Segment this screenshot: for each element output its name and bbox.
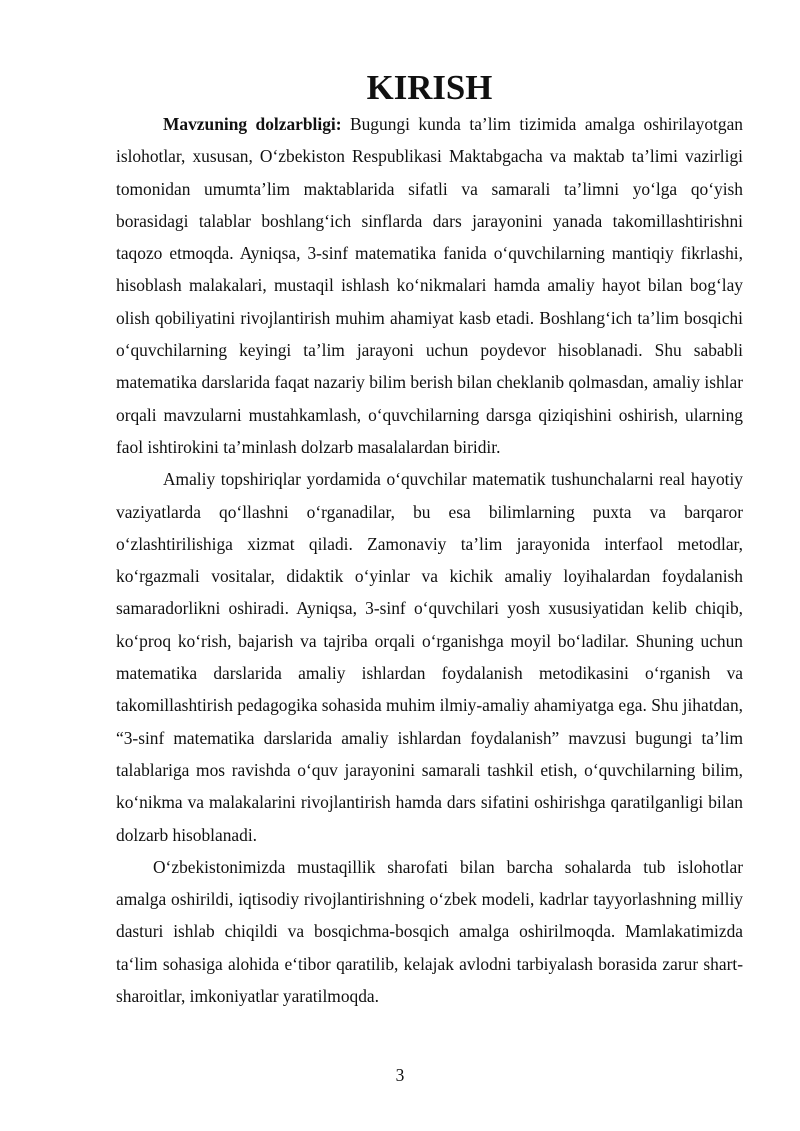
paragraph-reforms: O‘zbekistonimizda mustaqillik sharofati bilan barcha sohalarda tub islohotlar amalga oshirildi, iqtisodiy rivojlantirishning o‘zbek modeli, kadrlar tayyorlashning milliy dasturi ishlab chiqildi va bosqichma-bosqich amalga oshirilmoqda. Mamlakatimizda ta‘lim sohasiga alohida e‘tibor qaratilib, kelajak avlodni tarbiyalash borasida zarur shart-sharoitlar, imkoniyatlar yaratilmoqda.: [116, 856, 743, 1007]
section-title: KIRISH: [366, 68, 493, 107]
page-number: 3: [395, 1065, 405, 1085]
paragraph-relevance: [116, 108, 743, 463]
paragraph-practical-tasks: Amaliy topshiriqlar yordamida o‘quvchilar matematik tushunchalarni real hayotiy vaziyatlarda qo‘llashni o‘rganadilar, bu esa bilimlarning puxta va barqaror o‘zlashtirilishiga xizmat qiladi. Zamonaviy ta’lim jarayonida interfaol metodlar, ko‘rgazmali vositalar, didaktik o‘yinlar va kichik amaliy loyihalardan foydalanish samaradorlikni oshiradi. Ayniqsa, 3-sinf o‘quvchilari yosh xususiyatidan kelib chiqib, ko‘proq ko‘rish, bajarish va tajriba orqali o‘rganishga moyil bo‘ladilar. Shuning uchun matematika darslarida amaliy ishlardan foydalanish metodikasini o‘rganish va takomillashtirish pedagogika sohasida muhim ilmiy-amaliy ahamiyatga ega. Shu jihatdan, “3-sinf matematika darslarida amaliy ishlardan foydalanish” mavzusi bugungi ta’lim talablariga mos ravishda o‘quv jarayonini samarali tashkil etish, o‘quvchilarning bilim, ko‘nikma va malakalarini rivojlantirish hamda dars sifatini oshirishga qaratilganligi bilan dolzarb hisoblanadi.: [116, 469, 743, 845]
relevance-lead: Mavzuning dolzarbligi:: [163, 114, 342, 134]
relevance-text: Bugungi kunda ta’lim tizimida amalga oshirilayotgan islohotlar, xususan, O‘zbekiston Respublikasi Maktabgacha va maktab ta’limi vazirligi tomonidan umumta’lim maktablarida sifatli va samarali ta’limni yo‘lga qo‘yish borasidagi talablar boshlang‘ich sinflarda dars jarayonini yanada takomillashtirishni taqozo etmoqda. Ayniqsa, 3-sinf matematika fanida o‘quvchilarning mantiqiy fikrlashi, hisoblash malakalari, mustaqil ishlash ko‘nikmalari hamda amaliy hayot bilan bog‘lay olish qobiliyatini rivojlantirish muhim ahamiyat kasb etadi. Boshlang‘ich ta’lim bosqichi o‘quvchilarning keyingi ta’lim jarayoni uchun poydevor hisoblanadi. Shu sababli matematika darslarida faqat nazariy bilim berish bilan cheklanib qolmasdan, amaliy ishlar orqali mavzularni mustahkamlash, o‘quvchilarning darsga qiziqishini oshirish, ularning faol ishtirokini ta’minlash dolzarb masalalardan biridir.: [116, 114, 743, 457]
document-page: [116, 68, 743, 1012]
